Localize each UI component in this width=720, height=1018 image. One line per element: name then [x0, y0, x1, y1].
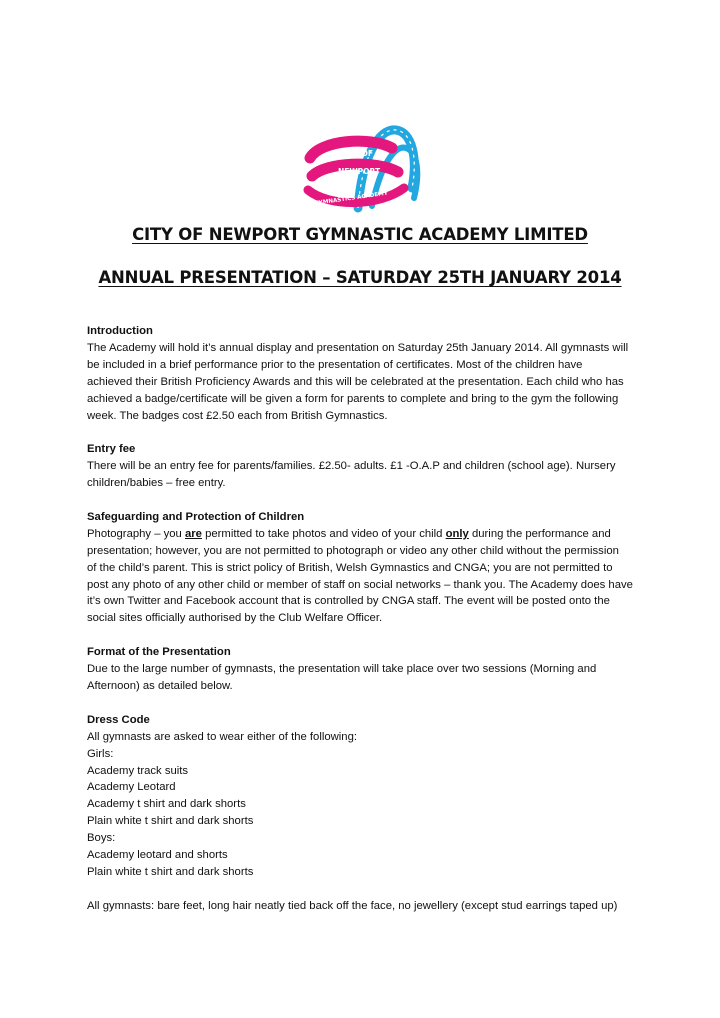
text-run: Photography – you [87, 527, 185, 540]
logo-line-1: CITY OF [340, 149, 373, 158]
section-heading: Safeguarding and Protection of Children [87, 510, 305, 523]
final-note: All gymnasts: bare feet, long hair neatly tied back off the face, no jewellery (except stud earrings taped up) [87, 899, 618, 912]
list-item: Academy track suits [87, 764, 189, 777]
text-run: during the performance and [468, 527, 611, 540]
list-item: Plain white t shirt and dark shorts [87, 815, 254, 828]
list-item: Girls: [87, 747, 114, 760]
paragraph-line: achieved a badge/certificate will be given a form for parents to complete and bring to the gym the following [87, 392, 619, 405]
section-format [87, 644, 647, 695]
paragraph-line [87, 526, 647, 543]
paragraph-line: presentation; however, you are not permitted to photograph or video any other child without the permission [87, 544, 619, 557]
section-safeguarding [87, 509, 647, 627]
list-item: Boys: [87, 832, 116, 845]
section-heading: Format of the Presentation [87, 646, 231, 659]
academy-logo [300, 118, 428, 214]
logo-line-3: GYMNASTICS ACADEMY [314, 190, 389, 207]
section-heading: Dress Code [87, 713, 150, 726]
paragraph-line: The Academy will hold it’s annual display and presentation on Saturday 25th January 2014. All gymnasts will [87, 341, 629, 354]
section-introduction [87, 323, 647, 424]
paragraph-line: social sites officially authorised by the Club Welfare Officer. [87, 612, 383, 625]
list-item: Plain white t shirt and dark shorts [87, 865, 254, 878]
paragraph-line: of the child’s parent. This is strict policy of British, Welsh Gymnastics and CNGA; you are not permitted to [87, 561, 613, 574]
document-body [87, 323, 647, 915]
paragraph-line: There will be an entry fee for parents/families. £2.50- adults. £1 -O.A.P and children (school age). Nursery [87, 460, 616, 473]
section-dress-code [87, 712, 647, 881]
paragraph-line: children/babies – free entry. [87, 477, 226, 490]
emphasis-are: are [184, 527, 202, 540]
logo-line-2: NEWPORT [338, 167, 381, 176]
document-subtitle: ANNUAL PRESENTATION – SATURDAY 25TH JANUARY 2014 [98, 268, 622, 287]
paragraph-line: post any photo of any other child or member of staff on social networks – thank you. The Academy does have [87, 578, 633, 591]
section-entry-fee [87, 441, 647, 492]
text-run: permitted to take photos and video of your child [201, 527, 446, 540]
emphasis-only: only [445, 527, 469, 540]
paragraph-line: Afternoon) as detailed below. [87, 679, 233, 692]
paragraph-line: it’s own Twitter and Facebook account that is controlled by CNGA staff. The event will be posted onto the [87, 595, 610, 608]
section-heading: Entry fee [87, 443, 136, 456]
document-title: CITY OF NEWPORT GYMNASTIC ACADEMY LIMITED [132, 225, 588, 244]
list-item: Academy Leotard [87, 781, 176, 794]
list-item: Academy leotard and shorts [87, 849, 228, 862]
paragraph-line: Due to the large number of gymnasts, the presentation will take place over two sessions (Morning and [87, 663, 597, 676]
paragraph-line: achieved their British Proficiency Awards and this will be celebrated at the presentation. Each child who has [87, 375, 624, 388]
paragraph-line: All gymnasts are asked to wear either of the following: [87, 730, 358, 743]
section-heading: Introduction [87, 325, 153, 337]
list-item: Academy t shirt and dark shorts [87, 798, 246, 811]
paragraph-line: be included in a brief performance prior to the presentation of certificates. Most of the children have [87, 358, 583, 371]
paragraph-line: week. The badges cost £2.50 each from British Gymnastics. [87, 409, 388, 422]
